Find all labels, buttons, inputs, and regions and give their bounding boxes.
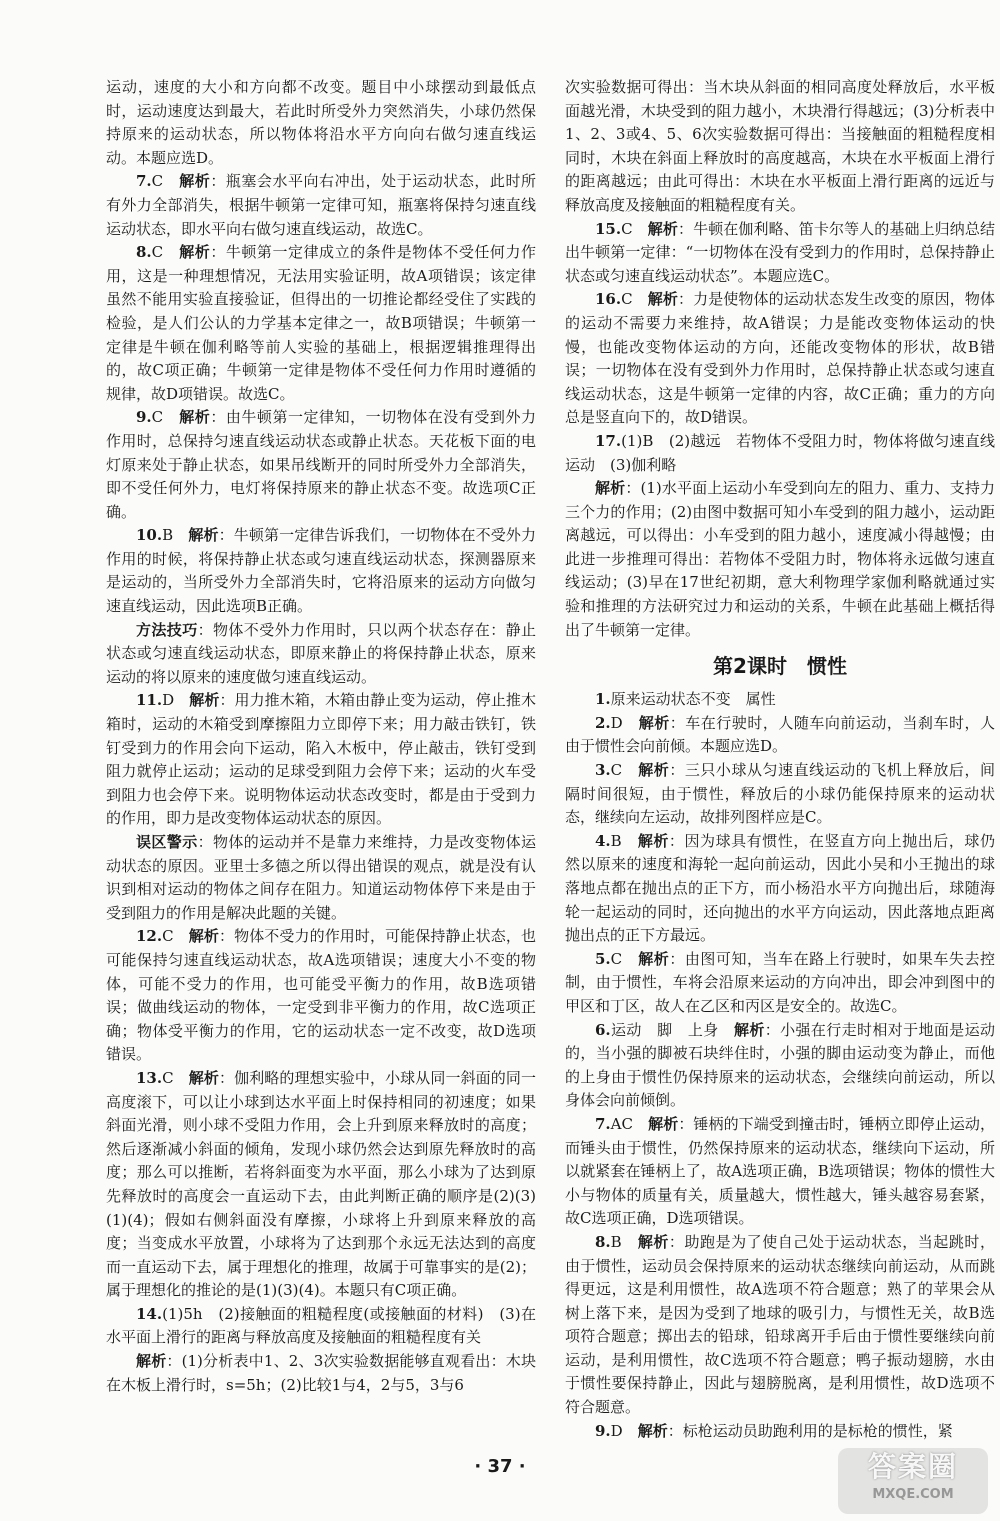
label-tag: 解析 xyxy=(179,408,211,427)
question-number: 5. xyxy=(595,949,611,968)
watermark-url: MXQE.COM xyxy=(872,1487,954,1502)
answer-paragraph xyxy=(565,712,995,759)
label-tag: 误区警示 xyxy=(136,833,198,851)
paragraph-text: ：牛顿第一定律成立的条件是物体不受任何力作用，这是一种理想情况，无法用实验证明，故A项错误；该定律虽然不能用实验直接验证，但得出的一切推论都经受住了实践的检验，是人们公认的力学基本定律之一，故B项错误；牛顿第一定律是牛顿在伽利略等前人实验的基础上，根据逻辑推理得出的，故C项正确；牛顿第一定律是物体不受任何力作用时遵循的规律，故D项错误。故选C。 xyxy=(106,243,536,403)
answer-paragraph xyxy=(106,76,536,170)
right-column xyxy=(565,76,995,1443)
paragraph-text: ：标枪运动员助跑利用的是标枪的惯性，紧 xyxy=(667,1421,953,1440)
paragraph-text: 运动，速度的大小和方向都不改变。题目中小球摆动到最低点时，运动速度达到最大，若此时所受外力突然消失，小球仍然保持原来的运动状态，所以物体将沿水平方向向右做匀速直线运动。本题应选D。 xyxy=(106,78,536,167)
answer-paragraph xyxy=(106,1067,536,1303)
paragraph-text: ：物体的运动并不是靠力来维持，力是改变物体运动状态的原因。亚里士多德之所以得出错误的观点，就是没有认识到相对运动的物体之间存在阻力。知道运动物体停下来是由于受到阻力的作用是解决此题的关键。 xyxy=(106,833,536,922)
paragraph-text: ：(1)分析表中1、2、3次实验数据能够直观看出：木块在木板上滑行时，s=5h；(2)比较1与4，2与5，3与6 xyxy=(106,1352,536,1394)
label-tag: 解析 xyxy=(734,1020,765,1039)
question-number: 12. xyxy=(136,927,163,946)
answer-paragraph xyxy=(106,1350,536,1397)
paragraph-text: ：牛顿第一定律告诉我们，一切物体在不受外力作用的时候，将保持静止状态或匀速直线运动状态，探测器原来是运动的，当所受外力全部消失时，它将沿原来的运动方向做匀速直线运动，因此选项B正确。 xyxy=(106,526,536,616)
paragraph-text: (1)5h (2)接触面的粗糙程度(或接触面的材料) (3)在水平面上滑行的距离与释放高度及接触面的粗糙程度有关 xyxy=(106,1304,536,1347)
answer-choice: C xyxy=(610,949,623,968)
answer-choice: C xyxy=(610,761,623,780)
paragraph-text: ：物体不受力的作用时，可能保持静止状态，也可能保持匀速直线运动状态，故A选项错误；速度大小不变的物体，可能不受力的作用，也可能受平衡力的作用，故B选项错误；做曲线运动的物体，一定受到非平衡力的作用，故C选项正确；物体受平衡力的作用，它的运动状态一定不改变，故D选项错误。 xyxy=(106,927,536,1064)
label-tag: 解析 xyxy=(637,1232,669,1251)
question-number: 17. xyxy=(595,431,622,450)
question-number: 15. xyxy=(595,219,622,238)
label-tag: 解析 xyxy=(136,1352,167,1371)
label-tag: 解析 xyxy=(595,479,626,498)
answer-choice: B xyxy=(610,1232,622,1251)
paragraph-text: ：由牛顿第一定律知，一切物体在没有受到外力作用时，总保持匀速直线运动状态或静止状态。天花板下面的电灯原来处于静止状态，如果吊线断开的同时所受外力全部消失，即不受任何外力，电灯将保持原来的静止状态不变。故选项C正确。 xyxy=(106,408,536,521)
question-number: 4. xyxy=(595,831,611,850)
label-tag: 解析 xyxy=(648,1114,679,1133)
paragraph-text: ：物体不受外力作用时，只以两个状态存在：静止状态或匀速直线运动状态，即原来静止的将保持静止状态，原来运动的将以原来的速度做匀速直线运动。 xyxy=(106,620,536,686)
question-number: 7. xyxy=(136,172,152,191)
paragraph-text: ：锤柄的下端受到撞击时，锤柄立即停止运动，而锤头由于惯性，仍然保持原来的运动状态，继续向下运动，所以就紧套在锤柄上了，故A选项正确，B选项错误；物体的惯性大小与物体的质量有关，质量越大，惯性越大，锤头越容易套紧，故C选项正确，D选项错误。 xyxy=(565,1114,995,1228)
paragraph-text: ：牛顿在伽利略、笛卡尔等人的基础上归纳总结出牛顿第一定律：“一切物体在没有受到力的作用时，总保持静止状态或匀速直线运动状态”。本题应选C。 xyxy=(565,219,995,285)
paragraph-text: ：因为球具有惯性，在竖直方向上抛出后，球仍然以原来的速度和海轮一起向前运动，因此小吴和小王抛出的球落地点都在抛出点的正下方，而小杨沿水平方向抛出后，球随海轮一起运动的同时，还向抛出的水平方向运动，因此落地点距离抛出点的正下方最远。 xyxy=(565,831,995,945)
answer-paragraph xyxy=(565,1019,995,1113)
label-tag: 解析 xyxy=(638,949,670,968)
answer-paragraph xyxy=(565,830,995,948)
answer-paragraph xyxy=(106,619,536,690)
question-number: 2. xyxy=(595,713,611,732)
question-number: 8. xyxy=(136,243,152,262)
left-column xyxy=(106,76,536,1397)
page-number: · 37 · xyxy=(474,1456,526,1477)
answer-paragraph xyxy=(106,406,536,524)
label-tag: 解析 xyxy=(638,713,670,732)
question-number: 6. xyxy=(595,1020,611,1039)
paragraph-text: ：力是使物体的运动状态发生改变的原因，物体的运动不需要力来维持，故A错误；力是能改变物体运动的快慢，也能改变物体运动的方向，还能改变物体的形状，故B错误；一切物体在没有受到外力作用时，总保持静止状态或匀速直线运动状态，这是牛顿第一定律的内容，故C正确；重力的方向总是竖直向下的，故D错误。 xyxy=(565,290,995,427)
question-number: 7. xyxy=(595,1114,611,1133)
question-number: 9. xyxy=(136,408,152,427)
label-tag: 解析 xyxy=(647,290,678,309)
answer-choice: D xyxy=(610,713,623,732)
section-title: 第2课时 惯性 xyxy=(713,654,847,679)
label-tag: 方法技巧 xyxy=(136,620,198,639)
answer-paragraph xyxy=(565,688,995,712)
answer-choice: C xyxy=(162,1068,174,1087)
paragraph-text: 次实验数据可得出：当木块从斜面的相同高度处释放后，水平板面越光滑，木块受到的阻力越小，木块滑行得越远；(3)分析表中1、2、3或4、5、6次实验数据可得出：当接触面的粗糙程度相同时，木块在斜面上释放时的高度越高，木块在水平板面上滑行的距离越远；由此可得出：木块在水平板面上滑行距离的远近与释放高度及接触面的粗糙程度有关。 xyxy=(565,78,995,214)
question-number: 10. xyxy=(136,526,163,545)
answer-choice: C xyxy=(162,927,174,946)
answer-choice: C xyxy=(151,172,164,191)
answer-paragraph xyxy=(565,1113,995,1231)
answer-paragraph xyxy=(565,948,995,1019)
answer-paragraph xyxy=(565,759,995,830)
question-number: 9. xyxy=(595,1421,611,1440)
answer-paragraph xyxy=(565,1420,995,1444)
answer-paragraph xyxy=(106,170,536,241)
watermark-text: 答案圈 xyxy=(867,1450,958,1483)
paragraph-text: ：车在行驶时，人随车向前运动，当刹车时，人由于惯性会向前倾。本题应选D。 xyxy=(565,713,995,756)
answer-paragraph xyxy=(106,524,536,618)
paragraph-text: (1)B (2)越远 若物体不受阻力时，物体将做匀速直线运动 (3)伽利略 xyxy=(565,431,995,474)
answer-paragraph xyxy=(565,76,995,218)
answer-choice: C xyxy=(621,219,633,238)
answer-paragraph xyxy=(106,925,536,1067)
paragraph-text: ：由图可知，当车在路上行驶时，如果车失去控制，由于惯性，车将会沿原来运动的方向冲出，即会冲到图中的甲区和丁区，故人在乙区和丙区是安全的。故选C。 xyxy=(565,949,995,1015)
answer-choice: B xyxy=(610,831,622,850)
answer-choice: D xyxy=(162,691,175,710)
answer-choice: B xyxy=(162,526,174,545)
paragraph-text: ：三只小球从匀速直线运动的飞机上释放后，间隔时间很短，由于惯性，释放后的小球仍能保持原来的运动状态，继续向左运动，故排列图样应是C。 xyxy=(565,761,995,827)
answer-choice: C xyxy=(151,243,164,262)
label-tag: 解析 xyxy=(638,761,670,780)
label-tag: 解析 xyxy=(637,1421,668,1440)
paragraph-text: ：小强在行走时相对于地面是运动的，当小强的脚被石块绊住时，小强的脚由运动变为静止，而他的上身由于惯性仍保持原来的运动状态，会继续向前运动，所以身体会向前倾倒。 xyxy=(565,1020,995,1110)
label-tag: 解析 xyxy=(179,172,211,191)
label-tag: 解析 xyxy=(647,219,678,238)
label-tag: 解析 xyxy=(189,691,220,710)
question-number: 1. xyxy=(595,690,611,709)
answer-paragraph xyxy=(106,689,536,831)
answer-choice: D xyxy=(610,1421,623,1440)
answer-choice: AC xyxy=(610,1114,633,1133)
question-number: 3. xyxy=(595,761,611,780)
label-tag: 解析 xyxy=(179,243,211,262)
label-tag: 解析 xyxy=(637,831,669,850)
label-tag: 解析 xyxy=(188,927,219,946)
answer-paragraph xyxy=(565,430,995,477)
answer-paragraph xyxy=(565,1231,995,1420)
paragraph-text: ：伽利略的理想实验中，小球从同一斜面的同一高度滚下，可以让小球到达水平面上时保持相同的初速度；如果斜面光滑，则小球不受阻力作用，会上升到原来释放时的高度；然后逐渐减小斜面的倾角，发现小球仍然会达到原先释放时的高度；那么可以推断，若将斜面变为水平面，那么小球为了达到原先释放时的高度会一直运动下去，由此判断正确的顺序是(2)(3)(1)(4)；假如右侧斜面没有摩擦，小球将上升到原来释放的高度；当变成水平放置，小球将为了达到那个永远无法达到的高度而一直运动下去，属于理想化的推理，故属于可靠事实的是(2)；属于理想化的推论的是(1)(3)(4)。本题只有C项正确。 xyxy=(106,1068,536,1300)
answer-paragraph xyxy=(565,477,995,642)
question-number: 16. xyxy=(595,290,622,309)
answer-paragraph xyxy=(565,218,995,289)
answer-paragraph xyxy=(106,241,536,406)
label-tag: 解析 xyxy=(188,1068,219,1087)
answer-choice: 运动 脚 上身 xyxy=(610,1020,719,1039)
paragraph-text: ：瓶塞会水平向右冲出，处于运动状态，此时所有外力全部消失，根据牛顿第一定律可知，瓶塞将保持匀速直线运动状态，即水平向右做匀速直线运动，故选C。 xyxy=(106,172,536,238)
question-number: 11. xyxy=(136,691,163,710)
paragraph-text: ：助跑是为了使自己处于运动状态，当起跳时，由于惯性，运动员会保持原来的运动状态继续向前运动，从而跳得更远，这是利用惯性，故A选项不符合题意；熟了的苹果会从树上落下来，是因为受到了地球的吸引力，与惯性无关，故B选项符合题意；掷出去的铅球，铅球离开手后由于惯性要继续向前运动，是利用惯性，故C选项不符合题意；鸭子振动翅膀，水由于惯性要保持静止，因此与翅膀脱离，是利用惯性，故D选项不符合题意。 xyxy=(565,1232,995,1417)
paragraph-text: ：用力推木箱，木箱由静止变为运动，停止推木箱时，运动的木箱受到摩擦阻力立即停下来；用力敲击铁钉，铁钉受到力的作用会向下运动，陷入木板中，停止敲击，铁钉受到阻力就停止运动；运动的足球受到阻力会停下来；运动的火车受到阻力也会停下来。说明物体运动状态改变时，都是由于受到力的作用，即力是改变物体运动状态的原因。 xyxy=(106,691,536,828)
label-tag: 解析 xyxy=(188,526,219,545)
answer-paragraph xyxy=(106,1303,536,1350)
answer-paragraph xyxy=(106,831,536,925)
answer-paragraph xyxy=(565,288,995,430)
question-number: 14. xyxy=(136,1304,163,1323)
question-number: 13. xyxy=(136,1068,163,1087)
answer-choice: C xyxy=(151,408,164,427)
paragraph-text: 原来运动状态不变 属性 xyxy=(610,690,776,709)
watermark-logo xyxy=(838,1448,988,1514)
answer-choice: C xyxy=(621,290,633,309)
question-number: 8. xyxy=(595,1232,611,1251)
paragraph-text: ：(1)水平面上运动小车受到向左的阻力、重力、支持力三个力的作用；(2)由图中数据可知小车受到的阻力越小，运动距离越远，可以得出：小车受到的阻力越小，速度减小得越慢；由此进一步推理可得出：若物体不受阻力时，物体将永远做匀速直线运动；(3)早在17世纪初期，意大利物理学家伽利略就通过实验和推理的方法研究过力和运动的关系，牛顿在此基础上概括得出了牛顿第一定律。 xyxy=(565,479,995,639)
